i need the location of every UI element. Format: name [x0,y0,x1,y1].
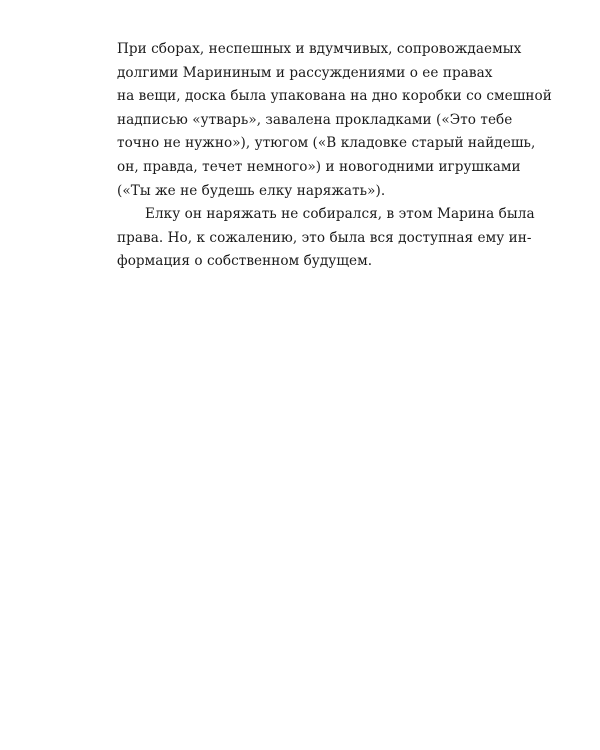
text-line: При сборах, неспешных и вдумчивых, сопровождаемых [117,41,522,57]
paragraph-1 [117,38,552,203]
page-text [117,38,552,274]
text-line: долгими Марининым и рассуждениями о ее правах [117,64,493,81]
text-line: («Ты же не будешь елку наряжать»). [117,182,386,199]
text-line: права. Но, к сожалению, это была вся доступная ему ин- [117,229,532,246]
text-line: он, правда, течет немного») и новогодними игрушками [117,158,521,175]
text-line: на вещи, доска была упакована на дно коробки со смешной [117,88,552,105]
text-line: точно не нужно»), утюгом («В кладовке старый найдешь, [117,135,536,152]
text-line: формация о собственном будущем. [117,253,373,270]
text-line: надписью «утварь», завалена прокладками («Это тебе [117,111,513,128]
text-line: Елку он наряжать не собирался, в этом Марина была [145,206,535,223]
paragraph-2 [117,203,535,274]
